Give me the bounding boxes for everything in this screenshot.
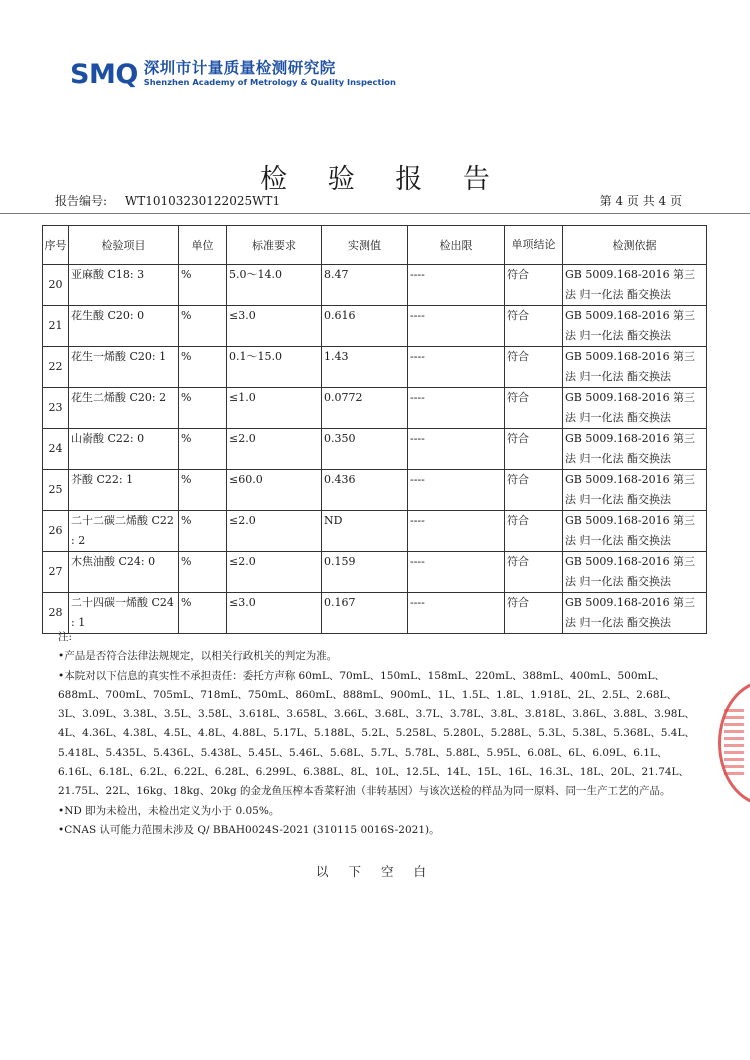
row-unit: %: [179, 265, 227, 306]
row-verdict: 符合: [505, 511, 563, 552]
institute-logo: [70, 56, 396, 92]
header-requirement: 标准要求: [227, 226, 322, 265]
row-basis: GB 5009.168-2016 第三法 归一化法 酯交换法: [563, 265, 707, 306]
row-seq: 23: [43, 388, 69, 429]
row-lod: ----: [408, 306, 505, 347]
row-basis: GB 5009.168-2016 第三法 归一化法 酯交换法: [563, 347, 707, 388]
row-item: 花生二烯酸 C20: 2: [69, 388, 179, 429]
row-lod: ----: [408, 511, 505, 552]
official-seal-text: [724, 705, 744, 775]
report-number: [55, 192, 280, 209]
document-title: 检 验 报 告: [260, 164, 506, 195]
row-requirement: ≤2.0: [227, 511, 322, 552]
row-basis: GB 5009.168-2016 第三法 归一化法 酯交换法: [563, 306, 707, 347]
row-requirement: ≤60.0: [227, 470, 322, 511]
row-unit: %: [179, 429, 227, 470]
row-seq: 21: [43, 306, 69, 347]
blank-below-marker: 以 下 空 白: [316, 864, 434, 879]
row-seq: 28: [43, 593, 69, 634]
row-lod: ----: [408, 429, 505, 470]
row-lod: ----: [408, 470, 505, 511]
table-row: [43, 347, 707, 388]
row-verdict: 符合: [505, 470, 563, 511]
table-row: [43, 429, 707, 470]
row-measured: 0.350: [322, 429, 408, 470]
row-basis: GB 5009.168-2016 第三法 归一化法 酯交换法: [563, 388, 707, 429]
row-measured: 1.43: [322, 347, 408, 388]
results-table: [42, 225, 707, 634]
row-requirement: ≤2.0: [227, 429, 322, 470]
org-name-en: Shenzhen Academy of Metrology & Quality Inspection: [143, 77, 396, 87]
row-unit: %: [179, 306, 227, 347]
row-measured: 8.47: [322, 265, 408, 306]
header-basis: 检测依据: [563, 226, 707, 265]
row-item: 木焦油酸 C24: 0: [69, 552, 179, 593]
row-verdict: 符合: [505, 429, 563, 470]
report-number-value: WT10103230122025WT1: [124, 194, 281, 208]
row-lod: ----: [408, 388, 505, 429]
table-row: [43, 470, 707, 511]
row-seq: 20: [43, 265, 69, 306]
row-basis: GB 5009.168-2016 第三法 归一化法 酯交换法: [563, 593, 707, 634]
table-row: [43, 265, 707, 306]
row-basis: GB 5009.168-2016 第三法 归一化法 酯交换法: [563, 429, 707, 470]
row-verdict: 符合: [505, 265, 563, 306]
header-lod: 检出限: [408, 226, 505, 265]
row-unit: %: [179, 552, 227, 593]
row-item: 花生酸 C20: 0: [69, 306, 179, 347]
report-number-label: 报告编号:: [55, 194, 108, 208]
row-measured: 0.616: [322, 306, 408, 347]
row-verdict: 符合: [505, 593, 563, 634]
row-verdict: 符合: [505, 306, 563, 347]
row-seq: 26: [43, 511, 69, 552]
row-unit: %: [179, 347, 227, 388]
notes-section: [58, 628, 698, 840]
header-rule: [0, 213, 750, 214]
table-row: [43, 552, 707, 593]
row-seq: 22: [43, 347, 69, 388]
row-lod: ----: [408, 552, 505, 593]
header-seq: 序号: [43, 226, 69, 265]
row-seq: 25: [43, 470, 69, 511]
row-item: 花生一烯酸 C20: 1: [69, 347, 179, 388]
row-item: 芥酸 C22: 1: [69, 470, 179, 511]
row-item: 山嵛酸 C22: 0: [69, 429, 179, 470]
row-seq: 24: [43, 429, 69, 470]
row-measured: 0.159: [322, 552, 408, 593]
row-verdict: 符合: [505, 552, 563, 593]
row-lod: ----: [408, 593, 505, 634]
row-unit: %: [179, 470, 227, 511]
row-basis: GB 5009.168-2016 第三法 归一化法 酯交换法: [563, 552, 707, 593]
row-unit: %: [179, 511, 227, 552]
table-header-row: [43, 226, 707, 265]
row-requirement: ≤2.0: [227, 552, 322, 593]
row-basis: GB 5009.168-2016 第三法 归一化法 酯交换法: [563, 511, 707, 552]
header-item: 检验项目: [69, 226, 179, 265]
header-unit: 单位: [179, 226, 227, 265]
row-lod: ----: [408, 265, 505, 306]
row-measured: ND: [322, 511, 408, 552]
table-row: [43, 388, 707, 429]
row-requirement: 5.0～14.0: [227, 265, 322, 306]
row-requirement: ≤3.0: [227, 593, 322, 634]
table-row: [43, 306, 707, 347]
note-2: •本院对以下信息的真实性不承担责任：委托方声称 60mL、70mL、150mL、158mL、220mL、388mL、400mL、500mL、688mL、700mL、705mL、718mL、750mL、860mL、888mL、900mL、1L、1.5L、1.8L、1.918L、2L、2.5L、2.68L、3L、3.09L、3.38L、3.5L、3.58L、3.618L、3.658L、3.66L、3.68L、3.7L、3.78L、3.8L、3.818L、3.86L、3.88L、3.98L、4L、4.36L、4.38L、4.5L、4.8L、4.88L、5.17L、5.188L、5.2L、5.258L、5.280L、5.288L、5.3L、5.38L、5.368L、5.4L、5.418L、5.435L、5.436L、5.438L、5.45L、5.46L、5.68L、5.7L、5.78L、5.88L、5.95L、6.08L、6L、6.09L、6.1L、6.16L、6.18L、6.2L、6.22L、6.28L、6.299L、6.388L、8L、10L、12.5L、14L、15L、16L、16.3L、18L、20L、21.74L、21.75L、22L、16kg、18kg、20kg 的金龙鱼压榨本香菜籽油（非转基因）与该次送检的样品为同一原料、同一生产工艺的产品。: [58, 669, 695, 798]
row-measured: 0.167: [322, 593, 408, 634]
logo-mark: SMQ: [70, 58, 138, 90]
note-4: •CNAS 认可能力范围未涉及 Q/ BBAH0024S-2021 (310115 0016S-2021)。: [58, 823, 440, 836]
row-verdict: 符合: [505, 347, 563, 388]
note-1: •产品是否符合法律法规规定，以相关行政机关的判定为准。: [58, 650, 338, 663]
header-measured: 实测值: [322, 226, 408, 265]
row-measured: 0.436: [322, 470, 408, 511]
notes-label: 注:: [58, 631, 73, 643]
note-3: •ND 即为未检出，未检出定义为小于 0.05%。: [58, 804, 280, 817]
row-lod: ----: [408, 347, 505, 388]
row-requirement: ≤1.0: [227, 388, 322, 429]
row-measured: 0.0772: [322, 388, 408, 429]
row-item: 二十四碳一烯酸 C24 : 1: [69, 593, 179, 634]
row-requirement: ≤3.0: [227, 306, 322, 347]
row-seq: 27: [43, 552, 69, 593]
row-verdict: 符合: [505, 388, 563, 429]
row-requirement: 0.1～15.0: [227, 347, 322, 388]
header-verdict: 单项结论: [505, 226, 563, 265]
row-item: 二十二碳二烯酸 C22 : 2: [69, 511, 179, 552]
row-basis: GB 5009.168-2016 第三法 归一化法 酯交换法: [563, 470, 707, 511]
page-info: 第 4 页 共 4 页: [599, 194, 682, 208]
row-unit: %: [179, 388, 227, 429]
row-unit: %: [179, 593, 227, 634]
table-row: [43, 511, 707, 552]
row-item: 亚麻酸 C18: 3: [69, 265, 179, 306]
org-name-cn: 深圳市计量质量检测研究院: [143, 59, 336, 77]
